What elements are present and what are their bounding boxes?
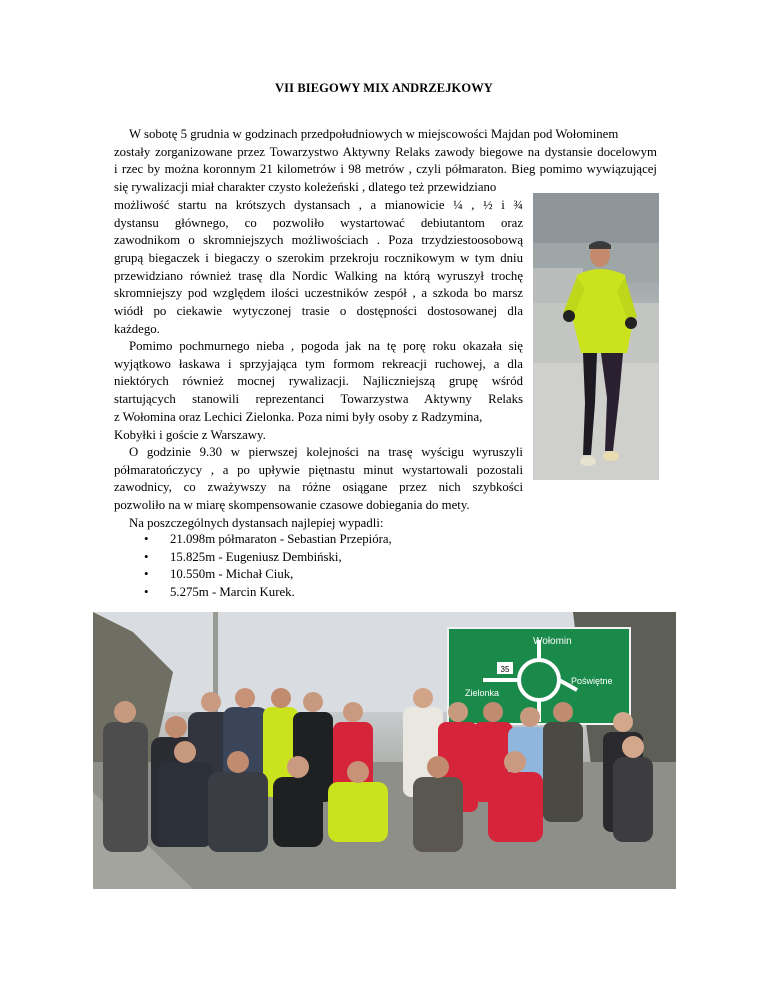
text-line: O godzinie 9.30 w pierwszej kolejności na trasę wyścigu wyruszyli bbox=[129, 445, 523, 459]
runner-photo bbox=[533, 193, 659, 480]
bullet-icon: • bbox=[144, 549, 149, 564]
text-line: wyjątkowo łaskawa i sprzyjająca tym formom rekreacji ruchowej, a dla bbox=[114, 356, 523, 371]
text-line: W sobotę 5 grudnia w godzinach przedpołudniowych w miejscowości Majdan pod Wołominem bbox=[129, 127, 619, 141]
text-line: Kobyłki i goście z Warszawy. bbox=[114, 427, 266, 442]
sign-label-top: Wołomin bbox=[533, 636, 572, 647]
text-line: Na poszczególnych dystansach najlepiej wypadli: bbox=[129, 515, 384, 530]
text-line: przewidziano również trasę dla Nordic Walking na którą wyruszył trochę bbox=[114, 268, 523, 283]
group-photo bbox=[93, 612, 676, 889]
document-title: VII BIEGOWY MIX ANDRZEJKOWY bbox=[275, 81, 493, 95]
text-line: skromniejszy pod względem ilości uczestników zespół , a szkoda bo marsz bbox=[114, 286, 523, 301]
text-line: z Wołomina oraz Lechici Zielonka. Poza nimi były osoby z Radzymina, bbox=[114, 409, 483, 424]
text-line: i rzec by można koronnym 21 kilometrów i 98 metrów , czyli półmaraton. Bieg pomimo wywiązującej bbox=[114, 162, 657, 177]
text-line: startujących stanowili reprezentanci Towarzystwa Aktywny Relaks bbox=[114, 392, 523, 407]
bullet-icon: • bbox=[144, 532, 149, 546]
sign-label-right: Poświętne bbox=[571, 676, 613, 686]
text-line: możliwość startu na krótszych dystansach , a mianowicie ¼ , ½ i ¾ bbox=[114, 197, 523, 212]
text-line: grupą biegaczek i biegaczy o szerokim przekroju rocznikowym w tym dniu bbox=[114, 250, 523, 265]
text-line: zawodnicy, co zważywszy na różne osiągane przez nich szybkości bbox=[114, 480, 523, 495]
text-line: niektórych również mocnej rywalizacji. Najliczniejszą grupę wśród bbox=[114, 374, 523, 389]
sign-label-left: Zielonka bbox=[465, 688, 500, 698]
sign-route-number: 35 bbox=[500, 665, 510, 674]
text-line: Pomimo pochmurnego nieba , pogoda jak na tę porę roku okazała się bbox=[129, 339, 523, 353]
text-line: pozwoliło na w miarę skompensowanie czasowe dobiegania do mety. bbox=[114, 498, 470, 513]
text-line: każdego. bbox=[114, 321, 160, 336]
text-line: zawodnikom o skromniejszych możliwościach . Poza trzydziestoosobową bbox=[114, 233, 523, 248]
text-line: dystansu głównego, co pozwoliło wystartować debiutantom oraz bbox=[114, 215, 523, 230]
bullet-icon: • bbox=[144, 585, 149, 600]
road-sign bbox=[448, 628, 630, 724]
text-line: półmaratończycy , a po upływie piętnastu minut wystartowali pozostali bbox=[114, 462, 523, 477]
document-page: VII BIEGOWY MIX ANDRZEJKOWY W sobotę 5 grudnia w godzinach przedpołudniowych w miejscowości Majdan pod Wołominem zostały zorganizowane przez Towarzystwo Aktywny Relaks zawody biegowe na dystansie docelowym i rzec by można koronnym 21 kilometrów i 98 metrów , czyli półmaraton. Bieg pomimo wywiązującej się rywalizacji miał charakter czysto koleżeński , dlatego też przewidziano możliwość startu na krótszych dystansach , a mianowicie ¼ , ½ i ¾ dystansu głównego, co pozwoliło wystartować debiutantom oraz zawodnikom o skromniejszych możliwościach . Poza trzydziestoosobową grupą biegaczek i biegaczy o szerokim przekroju rocznikowym w tym dniu przewidziano również trasę dla Nordic Walking na którą wyruszył trochę skromniejszy pod względem ilości uczestników zespół , a szkoda bo marsz wiódł po ciekawie wytyczonej trasie o dostępności dostosowanej dla każdego. Pomimo pochmurnego nieba , pogoda jak na tę porę roku okazała się wyjątkowo łaskawa i sprzyjająca tym formom rekreacji ruchowej, a dla niektórych również mocnej rywalizacji. Najliczniejszą grupę wśród startujących stanowili reprezentanci Towarzystwa Aktywny Relaks z Wołomina oraz Lechici Zielonka. Poza nimi były osoby z Radzymina, Kobyłki i goście z Warszawy. O godzinie 9.30 w pierwszej kolejności na trasę wyścigu wyruszyli półmaratończycy , a po upływie piętnastu minut wystartowali pozostali zawodnicy, co zważywszy na różne osiągane przez nich szybkości pozwoliło na w miarę skompensowanie czasowe dobiegania do mety. Na poszczególnych dystansach najlepiej wypadli: • 21.098m półmaraton - Sebastian Przepióra, • 15.825m - Eugeniusz Dembiński, • 10.550m - Michał Ciuk, • 5.275m - Marcin Kurek. 35 Wołomin Zielonka Poświętne bbox=[0, 0, 768, 994]
bullet-icon: • bbox=[144, 567, 149, 582]
text-line: się rywalizacji miał charakter czysto koleżeński , dlatego też przewidziano bbox=[114, 180, 497, 195]
text-line: zostały zorganizowane przez Towarzystwo Aktywny Relaks zawody biegowe na dystansie docelowym bbox=[114, 144, 657, 159]
text-line: wiódł po ciekawie wytyczonej trasie o dostępności dostosowanej dla bbox=[114, 304, 523, 318]
